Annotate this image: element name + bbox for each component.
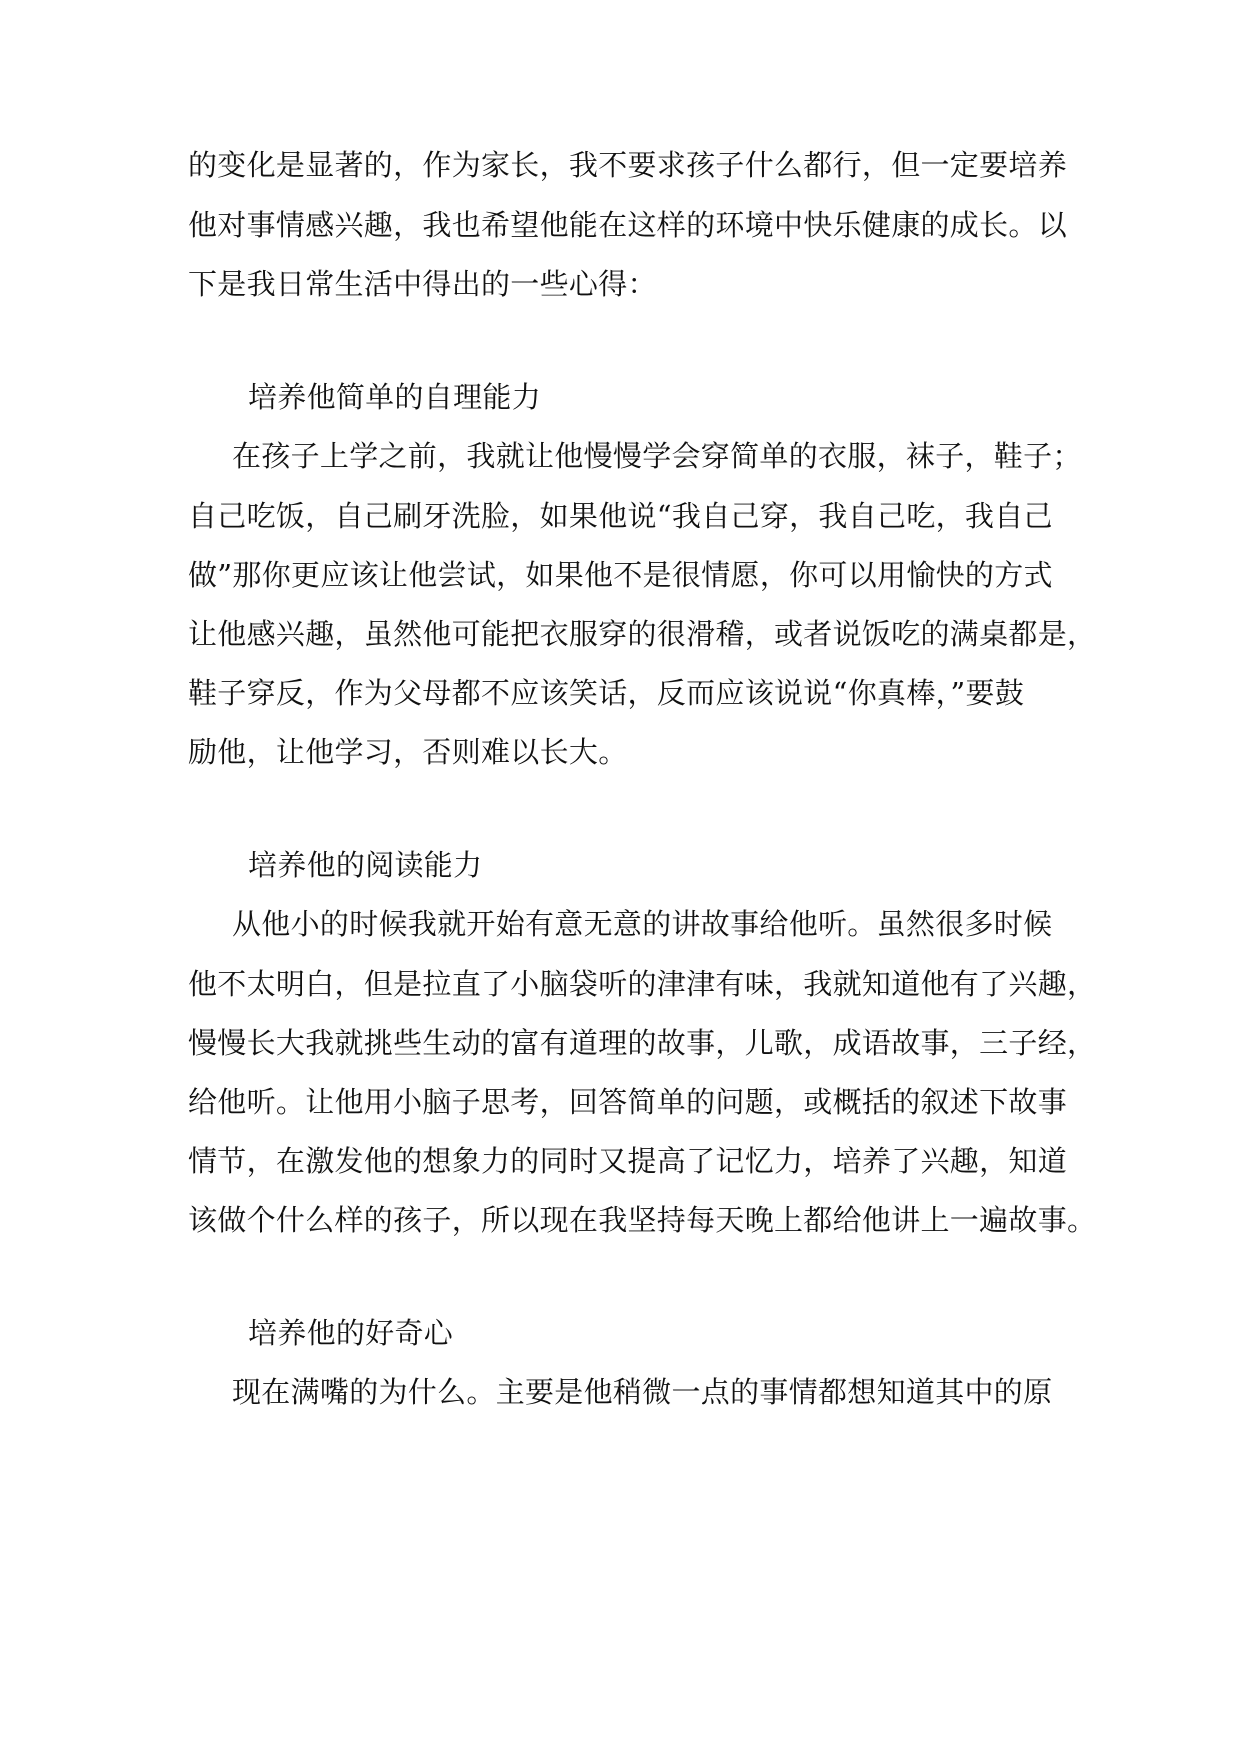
section-1-line-1: 在孩子上学之前，我就让他慢慢学会穿简单的衣服，袜子，鞋子； (232, 439, 1082, 473)
section-1-line-5: 鞋子穿反，作为父母都不应该笑话，反而应该说说“你真棒，”要鼓 (188, 676, 1025, 710)
section-3-line-1: 现在满嘴的为什么。主要是他稍微一点的事情都想知道其中的原 (232, 1375, 1053, 1409)
section-2-line-6: 该做个什么样的孩子，所以现在我坚持每天晚上都给他讲上一遍故事。 (188, 1203, 1097, 1237)
section-heading-curiosity: 培养他的好奇心 (248, 1316, 454, 1350)
section-2-line-5: 情节，在激发他的想象力的同时又提高了记忆力，培养了兴趣，知道 (188, 1144, 1068, 1178)
section-1-line-3: 做”那你更应该让他尝试，如果他不是很情愿，你可以用愉快的方式 (188, 558, 1053, 592)
section-2-line-3: 慢慢长大我就挑些生动的富有道理的故事，儿歌，成语故事，三子经， (188, 1026, 1097, 1060)
section-2-line-2: 他不太明白，但是拉直了小脑袋听的津津有味，我就知道他有了兴趣， (188, 967, 1097, 1001)
intro-line-3: 下是我日常生活中得出的一些心得： (188, 267, 657, 301)
section-2-line-4: 给他听。让他用小脑子思考，回答简单的问题，或概括的叙述下故事 (188, 1085, 1068, 1119)
section-heading-reading: 培养他的阅读能力 (248, 848, 483, 882)
section-2-line-1: 从他小的时候我就开始有意无意的讲故事给他听。虽然很多时候 (232, 907, 1053, 941)
section-1-line-6: 励他，让他学习，否则难以长大。 (188, 735, 628, 769)
intro-line-2: 他对事情感兴趣，我也希望他能在这样的环境中快乐健康的成长。以 (188, 208, 1068, 242)
section-heading-self-care: 培养他简单的自理能力 (248, 380, 542, 414)
section-1-line-4: 让他感兴趣，虽然他可能把衣服穿的很滑稽，或者说饭吃的满桌都是， (188, 617, 1097, 651)
intro-line-1: 的变化是显著的，作为家长，我不要求孩子什么都行，但一定要培养 (188, 148, 1068, 182)
section-1-line-2: 自己吃饭，自己刷牙洗脸，如果他说“我自己穿，我自己吃，我自己 (188, 499, 1053, 533)
